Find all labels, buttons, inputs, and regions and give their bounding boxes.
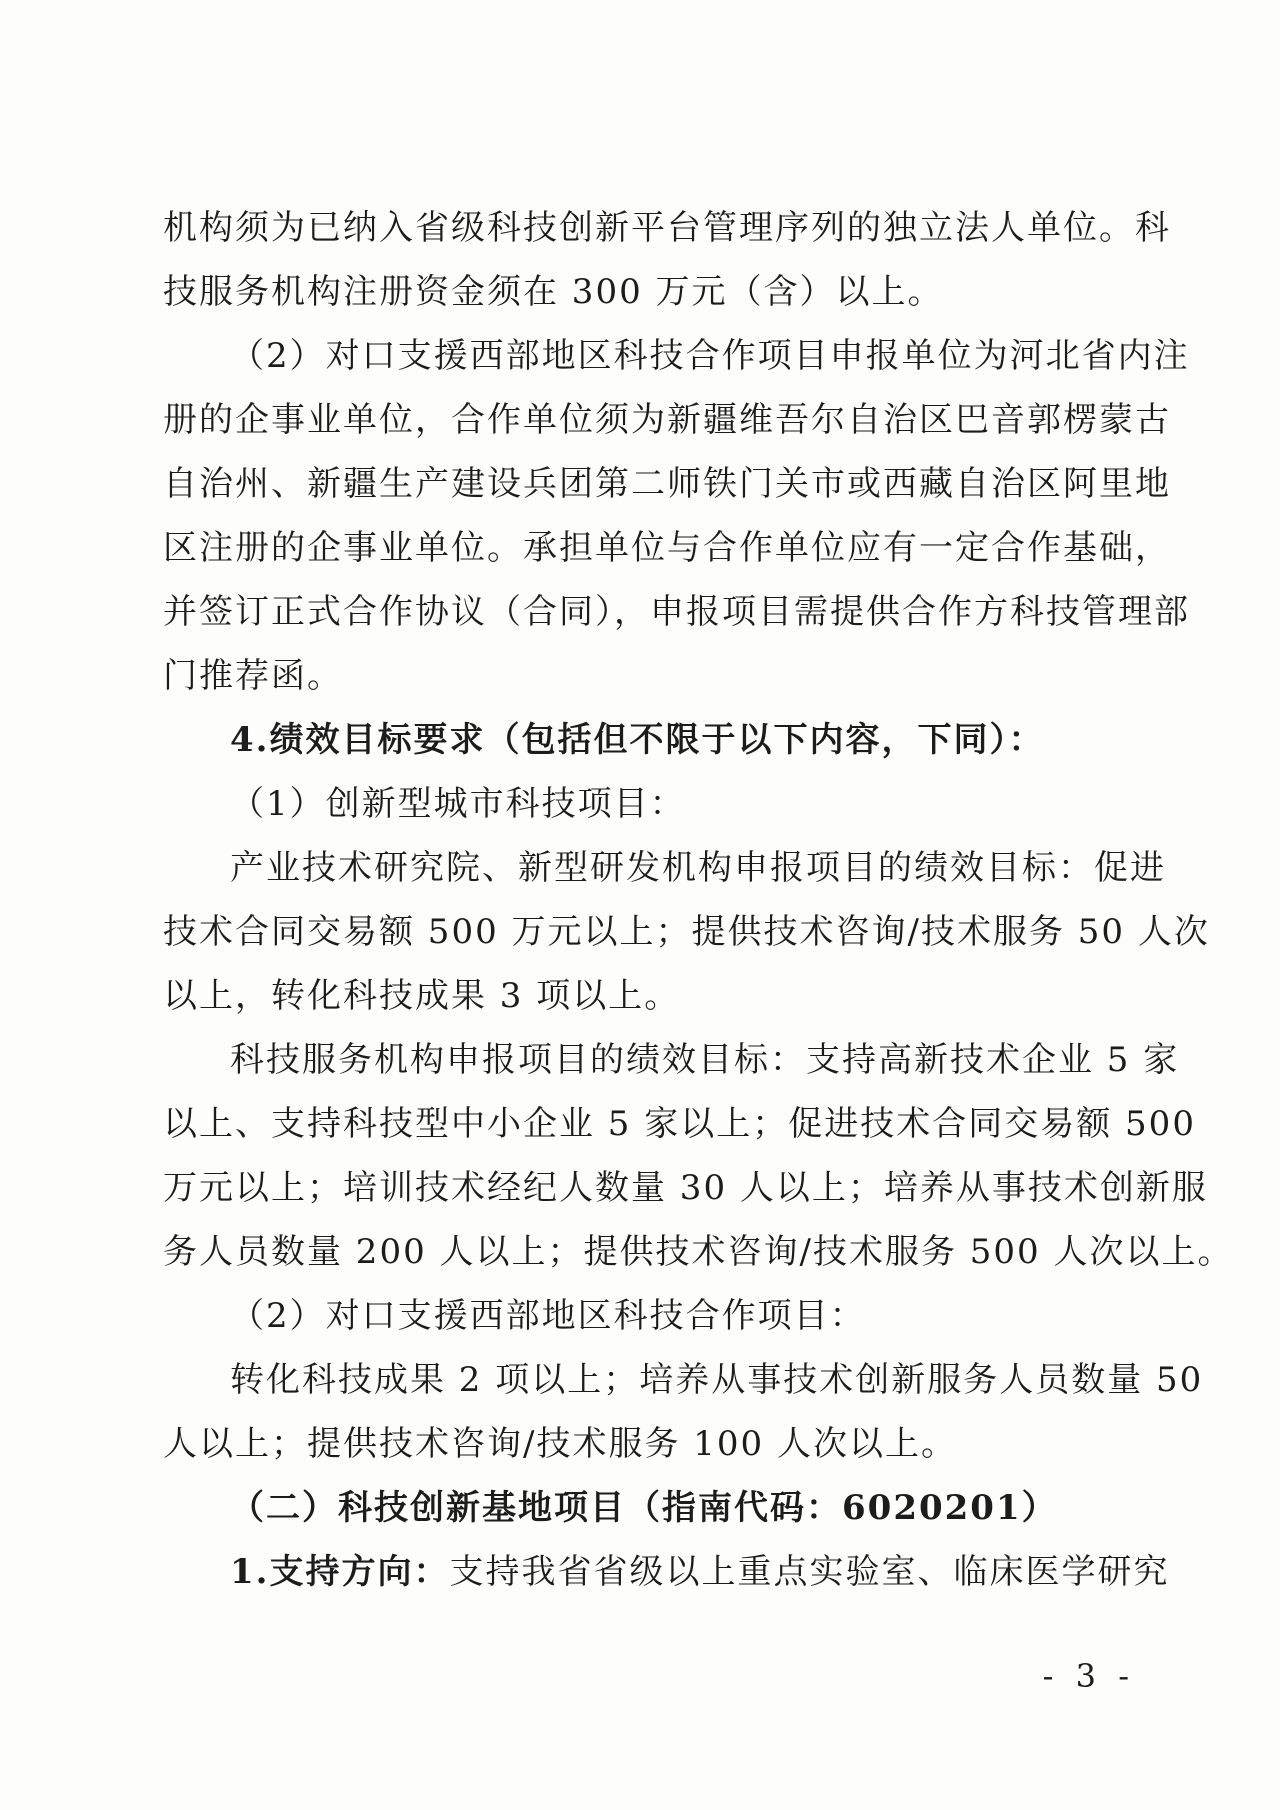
text-line: 区注册的企事业单位。承担单位与合作单位应有一定合作基础， xyxy=(163,528,1171,568)
text-line: 产业技术研究院、新型研发机构申报项目的绩效目标：促进 xyxy=(230,848,1166,888)
text-line: 万元以上；培训技术经纪人数量 30 人以上；培养从事技术创新服 xyxy=(163,1168,1208,1208)
text-line: 务人员数量 200 人以上；提供技术咨询/技术服务 500 人次以上。 xyxy=(163,1232,1234,1272)
text-line: 门推荐函。 xyxy=(163,656,343,696)
text-line: 机构须为已纳入省级科技创新平台管理序列的独立法人单位。科 xyxy=(163,208,1171,248)
subheading: （1）创新型城市科技项目： xyxy=(230,784,686,824)
text-line xyxy=(230,1540,1170,1604)
text-line: 技服务机构注册资金须在 300 万元（含）以上。 xyxy=(163,272,944,312)
text-line: （2）对口支援西部地区科技合作项目申报单位为河北省内注 xyxy=(230,336,1190,376)
subheading: （2）对口支援西部地区科技合作项目： xyxy=(230,1296,866,1336)
inline-heading: 1.支持方向： xyxy=(230,1552,450,1592)
text-line: 技术合同交易额 500 万元以上；提供技术咨询/技术服务 50 人次 xyxy=(163,912,1210,952)
inline-text: 支持我省省级以上重点实验室、临床医学研究 xyxy=(449,1552,1170,1592)
text-line: 以上、支持科技型中小企业 5 家以上；促进技术合同交易额 500 xyxy=(163,1104,1196,1144)
text-line: 转化科技成果 2 项以上；培养从事技术创新服务人员数量 50 xyxy=(230,1360,1204,1400)
text-line: 以上，转化科技成果 3 项以上。 xyxy=(163,976,681,1016)
text-line: 自治州、新疆生产建设兵团第二师铁门关市或西藏自治区阿里地 xyxy=(163,464,1171,504)
text-line: 科技服务机构申报项目的绩效目标：支持高新技术企业 5 家 xyxy=(230,1040,1180,1080)
section-heading: 4.绩效目标要求（包括但不限于以下内容，下同）： xyxy=(230,720,1045,760)
text-line: 册的企事业单位，合作单位须为新疆维吾尔自治区巴音郭楞蒙古 xyxy=(163,400,1171,440)
page-number: - 3 - xyxy=(1042,1657,1135,1695)
text-line: 并签订正式合作协议（合同），申报项目需提供合作方科技管理部 xyxy=(163,592,1190,632)
text-line: 人以上；提供技术咨询/技术服务 100 人次以上。 xyxy=(163,1424,957,1464)
section-heading: （二）科技创新基地项目（指南代码：6020201） xyxy=(230,1488,1058,1528)
